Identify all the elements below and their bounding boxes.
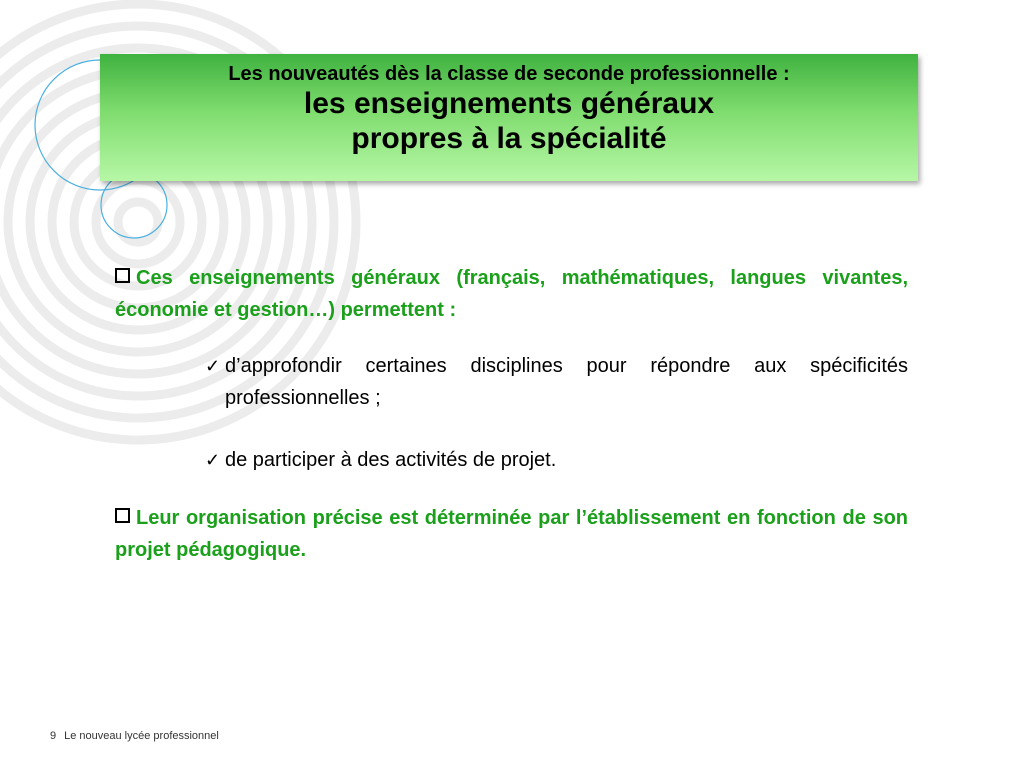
slide-content xyxy=(115,262,908,566)
bullet-item-1 xyxy=(115,262,908,326)
bullet-item-2 xyxy=(115,502,908,566)
slide-footer xyxy=(50,730,219,742)
sub-item-2-text: de participer à des activités de projet. xyxy=(225,449,557,471)
footer-text: Le nouveau lycée professionnel xyxy=(64,730,219,742)
title-banner xyxy=(100,54,918,181)
checkmark-icon: ✓ xyxy=(205,450,221,470)
bullet-item-1-text: Ces enseignements généraux (français, mathématiques, langues vivantes, économie et gestion…) permettent : xyxy=(115,267,908,321)
sub-item-1-text: d’approfondir certaines disciplines pour répondre aux spécificités professionnelles ; xyxy=(225,355,908,409)
sub-item-1 xyxy=(205,350,908,414)
title-line3: propres à la spécialité xyxy=(351,122,667,155)
title-line1: Les nouveautés dès la classe de seconde professionnelle : xyxy=(228,63,790,85)
square-bullet-icon xyxy=(115,508,130,523)
title-line2: les enseignements généraux xyxy=(303,87,715,120)
page-number: 9 xyxy=(50,730,57,742)
square-bullet-icon xyxy=(115,268,130,283)
sub-item-2 xyxy=(205,444,908,476)
checkmark-icon: ✓ xyxy=(205,356,221,376)
bullet-item-2-text: Leur organisation précise est déterminée par l’établissement en fonction de son projet pédagogique. xyxy=(115,507,908,561)
